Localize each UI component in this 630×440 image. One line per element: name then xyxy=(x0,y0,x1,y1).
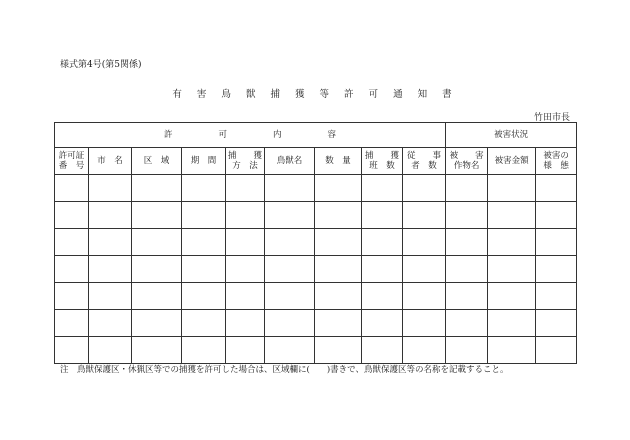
column-header-line1: 被害の xyxy=(543,151,569,161)
table-cell[interactable] xyxy=(132,202,182,229)
table-cell[interactable] xyxy=(89,310,132,337)
table-cell[interactable] xyxy=(132,229,182,256)
table-cell[interactable] xyxy=(446,175,488,202)
table-cell[interactable] xyxy=(315,175,362,202)
column-header xyxy=(89,148,132,175)
table-cell[interactable] xyxy=(226,229,265,256)
column-header xyxy=(446,148,488,175)
table-cell[interactable] xyxy=(403,229,446,256)
table-cell[interactable] xyxy=(55,202,89,229)
table-cell[interactable] xyxy=(362,229,403,256)
table-cell[interactable] xyxy=(446,337,488,364)
table-cell[interactable] xyxy=(265,202,315,229)
table-cell[interactable] xyxy=(132,283,182,310)
table-cell[interactable] xyxy=(536,310,577,337)
table-cell[interactable] xyxy=(226,337,265,364)
table-cell[interactable] xyxy=(89,283,132,310)
table-cell[interactable] xyxy=(226,283,265,310)
column-header-line1: 被害金額 xyxy=(494,156,529,166)
table-cell[interactable] xyxy=(55,337,89,364)
table-row xyxy=(55,337,577,364)
column-header xyxy=(226,148,265,175)
table-cell[interactable] xyxy=(182,283,226,310)
table-cell[interactable] xyxy=(488,283,536,310)
damage-status-group-header: 被害状況 xyxy=(446,123,577,148)
table-cell[interactable] xyxy=(55,175,89,202)
table-cell[interactable] xyxy=(315,283,362,310)
table-cell[interactable] xyxy=(265,175,315,202)
column-header-line1: 数 量 xyxy=(325,156,351,166)
table-cell[interactable] xyxy=(362,283,403,310)
table-cell[interactable] xyxy=(403,337,446,364)
column-header-line1: 捕 獲 xyxy=(227,151,262,161)
table-row xyxy=(55,310,577,337)
table-row xyxy=(55,202,577,229)
permit-content-group-header: 許可内容 xyxy=(55,123,446,148)
column-header xyxy=(55,148,89,175)
table-cell[interactable] xyxy=(536,202,577,229)
table-cell[interactable] xyxy=(362,310,403,337)
table-cell[interactable] xyxy=(488,229,536,256)
table-cell[interactable] xyxy=(403,175,446,202)
footnote: 注 鳥獣保護区・休猟区等での捕獲を許可した場合は、区域欄に( )書きで、鳥獣保護区等の名称を記載すること。 xyxy=(60,365,509,375)
table-cell[interactable] xyxy=(265,310,315,337)
table-cell[interactable] xyxy=(403,256,446,283)
table-cell[interactable] xyxy=(182,229,226,256)
column-header xyxy=(315,148,362,175)
column-header-line1: 許可証 xyxy=(58,151,85,161)
table-cell[interactable] xyxy=(132,310,182,337)
table-cell[interactable] xyxy=(226,202,265,229)
table-cell[interactable] xyxy=(89,175,132,202)
table-cell[interactable] xyxy=(226,175,265,202)
table-cell[interactable] xyxy=(132,256,182,283)
issuer-name: 竹田市長 xyxy=(533,113,570,123)
table-cell[interactable] xyxy=(182,337,226,364)
table-cell[interactable] xyxy=(536,175,577,202)
permit-notice-table xyxy=(54,122,577,364)
column-header-line2: 番 号 xyxy=(58,161,85,171)
column-header xyxy=(403,148,446,175)
table-cell[interactable] xyxy=(55,310,89,337)
table-cell[interactable] xyxy=(488,310,536,337)
table-cell[interactable] xyxy=(265,229,315,256)
table-cell[interactable] xyxy=(488,337,536,364)
table-cell[interactable] xyxy=(182,202,226,229)
table-cell[interactable] xyxy=(265,283,315,310)
table-cell[interactable] xyxy=(182,256,226,283)
table-cell[interactable] xyxy=(182,310,226,337)
table-cell[interactable] xyxy=(536,229,577,256)
table-row xyxy=(55,175,577,202)
table-cell[interactable] xyxy=(226,310,265,337)
column-header-line1: 鳥獣名 xyxy=(276,156,303,166)
table-cell[interactable] xyxy=(446,202,488,229)
table-cell[interactable] xyxy=(89,202,132,229)
column-header-line2: 作物名 xyxy=(453,161,480,171)
table-cell[interactable] xyxy=(488,256,536,283)
table-row xyxy=(55,256,577,283)
column-header-line1: 従 事 xyxy=(407,151,442,161)
table-cell[interactable] xyxy=(446,283,488,310)
table-cell[interactable] xyxy=(403,310,446,337)
table-cell[interactable] xyxy=(55,283,89,310)
column-header-line1: 市 名 xyxy=(97,156,123,166)
column-header xyxy=(362,148,403,175)
table-cell[interactable] xyxy=(488,175,536,202)
column-header-line2: 様 態 xyxy=(543,161,569,171)
table-cell[interactable] xyxy=(362,337,403,364)
column-header-line2: 班 数 xyxy=(369,161,395,171)
column-header xyxy=(265,148,315,175)
column-header-line1: 区 域 xyxy=(143,156,170,166)
column-header xyxy=(488,148,536,175)
table-cell[interactable] xyxy=(446,256,488,283)
table-cell[interactable] xyxy=(315,337,362,364)
table-cell[interactable] xyxy=(265,256,315,283)
column-header-line1: 期 間 xyxy=(190,156,217,166)
table-cell[interactable] xyxy=(536,283,577,310)
table-group-header-row xyxy=(55,123,577,148)
table-cell[interactable] xyxy=(89,256,132,283)
table-row xyxy=(55,229,577,256)
table-column-header-row xyxy=(55,148,577,175)
column-header xyxy=(536,148,577,175)
table-cell[interactable] xyxy=(315,229,362,256)
column-header-line1: 被 害 xyxy=(449,151,484,161)
table-cell[interactable] xyxy=(55,229,89,256)
table-cell[interactable] xyxy=(446,229,488,256)
table-cell[interactable] xyxy=(55,256,89,283)
table-cell[interactable] xyxy=(226,256,265,283)
table-cell[interactable] xyxy=(89,229,132,256)
table-cell[interactable] xyxy=(315,310,362,337)
form-number-label: 様式第4号(第5関係) xyxy=(60,60,142,70)
column-header-line2: 方 法 xyxy=(232,161,258,171)
table-cell[interactable] xyxy=(403,202,446,229)
table-cell[interactable] xyxy=(536,256,577,283)
table-cell[interactable] xyxy=(446,310,488,337)
table-cell[interactable] xyxy=(536,337,577,364)
document-title: 有 害 鳥 獣 捕 獲 等 許 可 通 知 書 xyxy=(172,89,458,100)
table-cell[interactable] xyxy=(132,175,182,202)
table-cell[interactable] xyxy=(315,256,362,283)
table-cell[interactable] xyxy=(362,202,403,229)
table-cell[interactable] xyxy=(403,283,446,310)
column-header xyxy=(182,148,226,175)
table-cell[interactable] xyxy=(265,337,315,364)
table-cell[interactable] xyxy=(362,175,403,202)
table-cell[interactable] xyxy=(488,202,536,229)
table-cell[interactable] xyxy=(132,337,182,364)
table-cell[interactable] xyxy=(89,337,132,364)
column-header-line1: 捕 獲 xyxy=(364,151,399,161)
column-header xyxy=(132,148,182,175)
table-cell[interactable] xyxy=(362,256,403,283)
column-header-line2: 者 数 xyxy=(411,161,437,171)
table-cell[interactable] xyxy=(182,175,226,202)
table-cell[interactable] xyxy=(315,202,362,229)
table-row xyxy=(55,283,577,310)
